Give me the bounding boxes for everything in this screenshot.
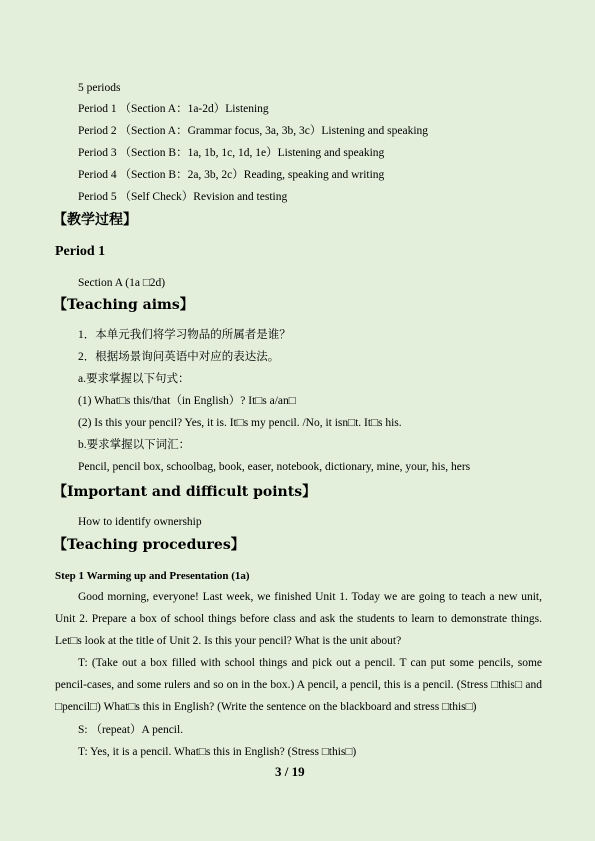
period-item: Period 5 （Self Check）Revision and testing — [78, 191, 288, 203]
aims-line: a.要求掌握以下句式： — [78, 373, 190, 385]
section-label: Section A (1a □2d) — [78, 277, 166, 289]
aims-line: 2．根据场景询问英语中对应的表达法。 — [78, 351, 280, 363]
paragraph: Good morning, everyone! Last week, we finished Unit 1. Today we are going to teach a new unit, Unit 2. Prepare a box of school things before class and ask the students to learn to demonstrate things. Let□s look at the title of Unit 2. Is this your pencil? What is the unit about? — [55, 591, 542, 647]
points-text: How to identify ownership — [78, 516, 202, 528]
period-title: Period 1 — [55, 244, 106, 259]
aims-line: b.要求掌握以下词汇： — [78, 439, 191, 451]
teaching-aims-heading: 【Teaching aims】 — [53, 297, 194, 313]
page-number: 3 / 19 — [275, 764, 305, 779]
period-item: Period 4 （Section B：2a, 3b, 2c）Reading, speaking and writing — [78, 169, 385, 181]
period-item: Period 2 （Section A：Grammar focus, 3a, 3b, 3c）Listening and speaking — [78, 125, 429, 137]
teaching-process-heading: 【教学过程】 — [53, 212, 137, 228]
paragraph: T: (Take out a box filled with school things and pick out a pencil. T can put some pencils, some pencil-cases, and some rulers and so on in the box.) A pencil, a pencil, this is a pencil. (Stress □this□ and □pencil□) What□s this in English? (Write the sentence on the blackboard and stress □this□) — [55, 657, 542, 713]
period-item: Period 3 （Section B：1a, 1b, 1c, 1d, 1e）Listening and speaking — [78, 147, 385, 159]
procedures-heading: 【Teaching procedures】 — [53, 537, 245, 553]
period-item: Period 1 （Section A：1a-2d）Listening — [78, 103, 269, 115]
dialogue-line: T: Yes, it is a pencil. What□s this in English? (Stress □this□) — [78, 746, 357, 758]
points-heading: 【Important and difficult points】 — [53, 484, 317, 500]
periods-total: 5 periods — [78, 82, 121, 94]
aims-line: (1) What□s this/that（in English）? It□s a/an□ — [78, 395, 296, 407]
aims-line: (2) Is this your pencil? Yes, it is. It□s my pencil. /No, it isn□t. It□s his. — [78, 417, 402, 429]
aims-line: 1．本单元我们将学习物品的所属者是谁？ — [78, 329, 291, 341]
aims-line: Pencil, pencil box, schoolbag, book, easer, notebook, dictionary, mine, your, his, hers — [78, 461, 471, 473]
step-heading: Step 1 Warming up and Presentation (1a) — [55, 570, 250, 582]
dialogue-line: S: （repeat）A pencil. — [78, 724, 184, 736]
